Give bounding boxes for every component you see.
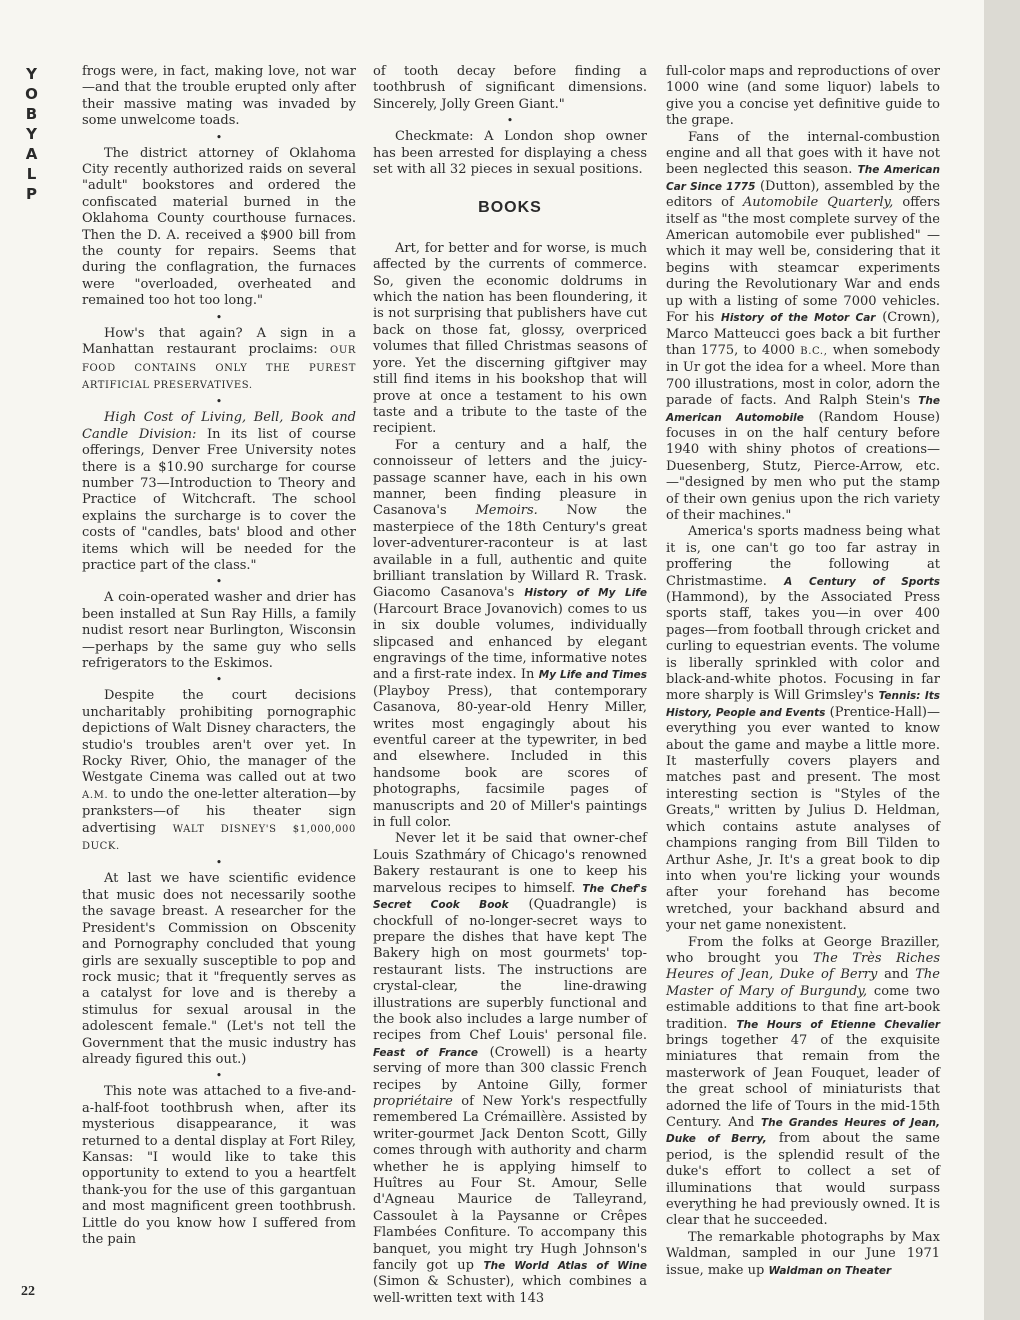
text-run: Now the masterpiece of the 18th Century's great lover-adventurer-raconteur is at last available in a full, authentic and quite brilliant translation by Willard R. Trask. Giacomo Casanova's (373, 503, 647, 601)
paragraph (666, 1230, 940, 1279)
book-title: History of My Life (524, 587, 647, 600)
text-run: Despite the court decisions uncharitably prohibiting pornographic depictions of Walt Disney characters, the studio's troubles aren't over yet. In Rocky River, Ohio, the manager of the Westgate Cinema was called out at two (82, 688, 356, 786)
text-run: (Dutton), assembled by the editors of (666, 178, 940, 211)
italic-title: Automobile Quarterly, (742, 195, 894, 211)
bullet-separator: • (215, 856, 223, 870)
column-2 (373, 64, 647, 1307)
paragraph (666, 524, 940, 934)
italic-lead: High Cost of Living, Bell, Book and Candle Division: (82, 410, 356, 442)
paragraph (82, 326, 356, 395)
bullet-separator: • (215, 575, 223, 589)
paragraph (82, 688, 356, 855)
text-run: For a century and a half, the connoisseur of letters and the juicy-passage scanner have, each in his own manner, been finding pleasure in Casanova's (373, 437, 647, 519)
logo-letter: Y (26, 65, 38, 83)
magazine-logo-vertical (22, 64, 42, 204)
text-run: offers itself as "the most complete survey of the American automobile ever published" —which it may well be, considering that it begins with steamcar experiments during the Revolutionary War and ends up with a listing of some 7000 vehicles. For his (666, 195, 941, 326)
text-run: In its list of course offerings, Denver Free University notes there is a $10.90 surcharge for course number 73—Introduction to Theory and Practice of Witchcraft. The school explains the surcharge is to cover the costs of "candles, bats' blood and other items which will be needed for the practice part of the class." (82, 426, 356, 573)
text-run: of New York's respectfully remembered La Crémaillère. Assisted by writer-gourmet Jack Denton Scott, Gilly comes through with authority and charm whether he is applying himself to Huîtres au Four St. Amour, Selle d'Agneau Maurice de Talleyrand, Cassoulet à la Paysanne or Crêpes Flambées Confiture. To accompany this banquet, you might try Hugh Johnson's fancily got up (373, 1093, 647, 1274)
text-run: from about the same period, is the splendid result of the duke's effort to collect a set of illuminations that would surpass everything he had previously owned. It is clear that he succeeded. (666, 1131, 941, 1229)
bullet-separator: • (215, 673, 223, 687)
paragraph: The district attorney of Oklahoma City recently authorized raids on several "adult" bookstores and ordered the confiscated material burned in the Oklahoma County courthouse furnaces. Then the D. A. received a $900 bill from the county for repairs. Seems that during the conflagration, the furnaces were "overloaded, overheated and remained too hot too long." (82, 145, 356, 309)
book-title: The World Atlas of Wine (483, 1260, 647, 1273)
paragraph: At last we have scientific evidence that music does not necessarily soothe the savage breast. A researcher for the President's Commission on Obscenity and Pornography concluded that young girls are sexually susceptible to pop and rock music; that it "frequently serves as a catalyst for love and is thereby a stimulus for sexual arousal in the adolescent female." (Let's not tell the Government that the music industry has already figured this out.) (82, 871, 356, 1067)
logo-letter: B (25, 105, 39, 123)
bullet-separator: • (215, 310, 223, 324)
paragraph: This note was attached to a five-and-a-half-foot toothbrush when, after its mysterious disappearance, it was returned to a dental display at Fort Riley, Kansas: "I would like to take this opportunity to extend to you a heartfelt thank-you for the use of this gargantuan and most magnificent green toothbrush. Little do you know how I suffered from the pain (82, 1084, 356, 1247)
text-run: The remarkable photographs by Max Waldman, sampled in our June 1971 issue, make up (666, 1229, 940, 1278)
text-run: (Quadrangle) is chockfull of no-longer-secret ways to prepare the dishes that have kept The Bakery high on most gourmets' top-restaurant lists. The instructions are crystal-clear, the line-drawing illustrations are superbly functional and the book also includes a large number of recipes from Chef Louis' personal file. (373, 897, 647, 1044)
text-run: and (877, 967, 916, 983)
bullet-separator: • (215, 395, 223, 409)
text-run: come two estimable additions to that fine art-book tradition. (666, 983, 940, 1032)
paragraph (373, 831, 647, 1307)
paragraph: of tooth decay before finding a toothbrush of significant dimensions. Sincerely, Jolly Green Giant." (373, 64, 647, 112)
text-run: to undo the one-letter alteration—by pranksters—of his theater sign advertising (82, 786, 356, 836)
logo-letter: L (26, 165, 38, 183)
section-heading-books: BOOKS (478, 199, 542, 217)
book-title: The Chef's Secret Cook Book (373, 882, 647, 912)
italic-title: Memoirs. (475, 503, 538, 519)
book-title: History of the Motor Car (721, 312, 876, 325)
text-run: brings together 47 of the exquisite miniatures that remain from the masterwork of Jean Fouquet, leader of the great school of miniaturists that adorned the life of Tours in the mid-15th Century. And (666, 1032, 940, 1130)
logo-letter: O (25, 85, 39, 103)
column-3 (666, 64, 940, 1279)
text-run: America's sports madness being what it is, one can't go too far astray in proffering the following at Christmastime. (666, 524, 940, 589)
page-number: 22 (21, 1284, 35, 1299)
bullet-separator: • (215, 130, 223, 144)
logo-letter: Y (26, 125, 38, 143)
text-run: (Random House) focuses in on the half century before 1940 with shiny photos of creations—Duesenberg, Stutz, Pierce-Arrow, etc.—"designed by men who put the stamp of their own genius upon the rich variety of their machines." (666, 409, 940, 523)
paragraph (666, 935, 940, 1230)
text-run: (Hammond), by the Associated Press sports staff, takes you—in over 400 pages—from football through cricket and curling to equestrian events. The volume is liberally sprinkled with color and black-and-white photos. Focusing in far more sharply is Will Grimsley's (666, 590, 940, 704)
page-edge (984, 0, 1020, 1320)
book-title: A Century of Sports (784, 575, 940, 588)
text-run: when somebody in Ur got the idea for a wheel. More than 700 illustrations, most in color, adorn the parade of facts. And Ralph Stein's (666, 342, 940, 409)
text-run: From the folks at George Braziller, who brought you (666, 934, 940, 966)
bullet-separator: • (215, 1069, 223, 1083)
small-caps-text: B.C., (800, 345, 828, 357)
book-title: Waldman on Theater (768, 1264, 892, 1277)
paragraph (82, 410, 356, 574)
book-title: The Hours of Etienne Chevalier (736, 1018, 941, 1031)
bullet-separator: • (506, 114, 514, 128)
text-run: (Harcourt Brace Jovanovich) comes to us in six double volumes, individually slipcased and enhanced by elegant engravings of the time, informative notes and a first-rate index. In (373, 601, 647, 683)
paragraph: Art, for better and for worse, is much affected by the currents of commerce. So, given the economic doldrums in which the nation has been floundering, it is not surprising that publishers have cut back on those fat, glossy, overpriced volumes that filled Christmas seasons of yore. Yet the discerning giftgiver may still find items in his bookshop that will prove at once a testament to his own taste and a tribute to the taste of the recipient. (373, 240, 647, 437)
small-caps-text: OUR FOOD CONTAINS ONLY THE PUREST ARTIFICIAL PRESERVATIVES. (82, 345, 356, 391)
paragraph (666, 130, 940, 525)
text-run: How's that again? A sign in a Manhattan restaurant proclaims: (82, 325, 356, 358)
paragraph (373, 438, 647, 832)
paragraph: frogs were, in fact, making love, not war —and that the trouble erupted only after their massive mating was invaded by some unwelcome toads. (82, 64, 356, 129)
paragraph: Checkmate: A London shop owner has been arrested for displaying a chess set with all 32 pieces in sexual positions. (373, 129, 647, 178)
paragraph: A coin-operated washer and drier has been installed at Sun Ray Hills, a family nudist resort near Burlington, Wisconsin—perhaps by the same guy who sells refrigerators to the Eskimos. (82, 590, 356, 671)
logo-letter: P (26, 185, 38, 203)
book-title: The American Automobile (666, 395, 940, 424)
small-caps-text: WALT DISNEY'S $1,000,000 DUCK. (82, 823, 356, 853)
book-title: The Grandes Heures of Jean, Duke of Berry, (666, 1117, 941, 1146)
book-title: The American Car Since 1775 (666, 164, 940, 193)
text-run: (Crown), Marco Matteucci goes back a bit further than 1775, to 4000 (666, 310, 940, 358)
text-run: (Crowell) is a hearty serving of more than 300 classic French recipes by Antoine Gilly, former (373, 1044, 647, 1093)
column-1 (82, 64, 356, 1248)
book-title: My Life and Times (538, 669, 648, 682)
text-run: (Simon & Schuster), which combines a well-written text with 143 (373, 1274, 647, 1306)
logo-letter: A (25, 145, 39, 163)
text-run: Never let it be said that owner-chef Louis Szathmáry of Chicago's renowned Bakery restaurant is one to keep his marvelous recipes to himself. (373, 831, 647, 896)
italic-title: The Master of Mary of Burgundy, (666, 967, 940, 999)
small-caps-text: A.M. (82, 789, 109, 801)
text-run: (Prentice-Hall)—everything you ever wanted to know about the game and maybe a little more. It masterfully covers players and matches past and present. The most interesting section is "Styles of the Greats," written by Julius D. Heldman, which contains astute analyses of champions ranging from Bill Tilden to Arthur Ashe, Jr. It's a great book to dip into when you're licking your wounds after your forehand has become wretched, your backhand absurd and your net game nonexistent. (666, 704, 940, 934)
book-title: Tennis: Its History, People and Events (666, 690, 940, 719)
text-run: (Playboy Press), that contemporary Casanova, 80-year-old Henry Miller, writes most engagingly about his eventful career at the typewriter, in bed and elsewhere. Included in this handsome book are scores of photographs, facsimile pages of manuscripts and 20 of Miller's paintings in full color. (373, 683, 647, 831)
book-title: Feast of France (373, 1046, 479, 1059)
text-run: Fans of the internal-combustion engine and all that goes with it have not been neglected this season. (666, 129, 940, 178)
paragraph: full-color maps and reproductions of over 1000 wine (and some liquor) labels to give you a concise yet definitive guide to the grape. (666, 64, 940, 129)
italic-title: The Très Riches Heures of Jean, Duke of Berry (666, 950, 941, 983)
italic-word: propriétaire (373, 1093, 453, 1109)
